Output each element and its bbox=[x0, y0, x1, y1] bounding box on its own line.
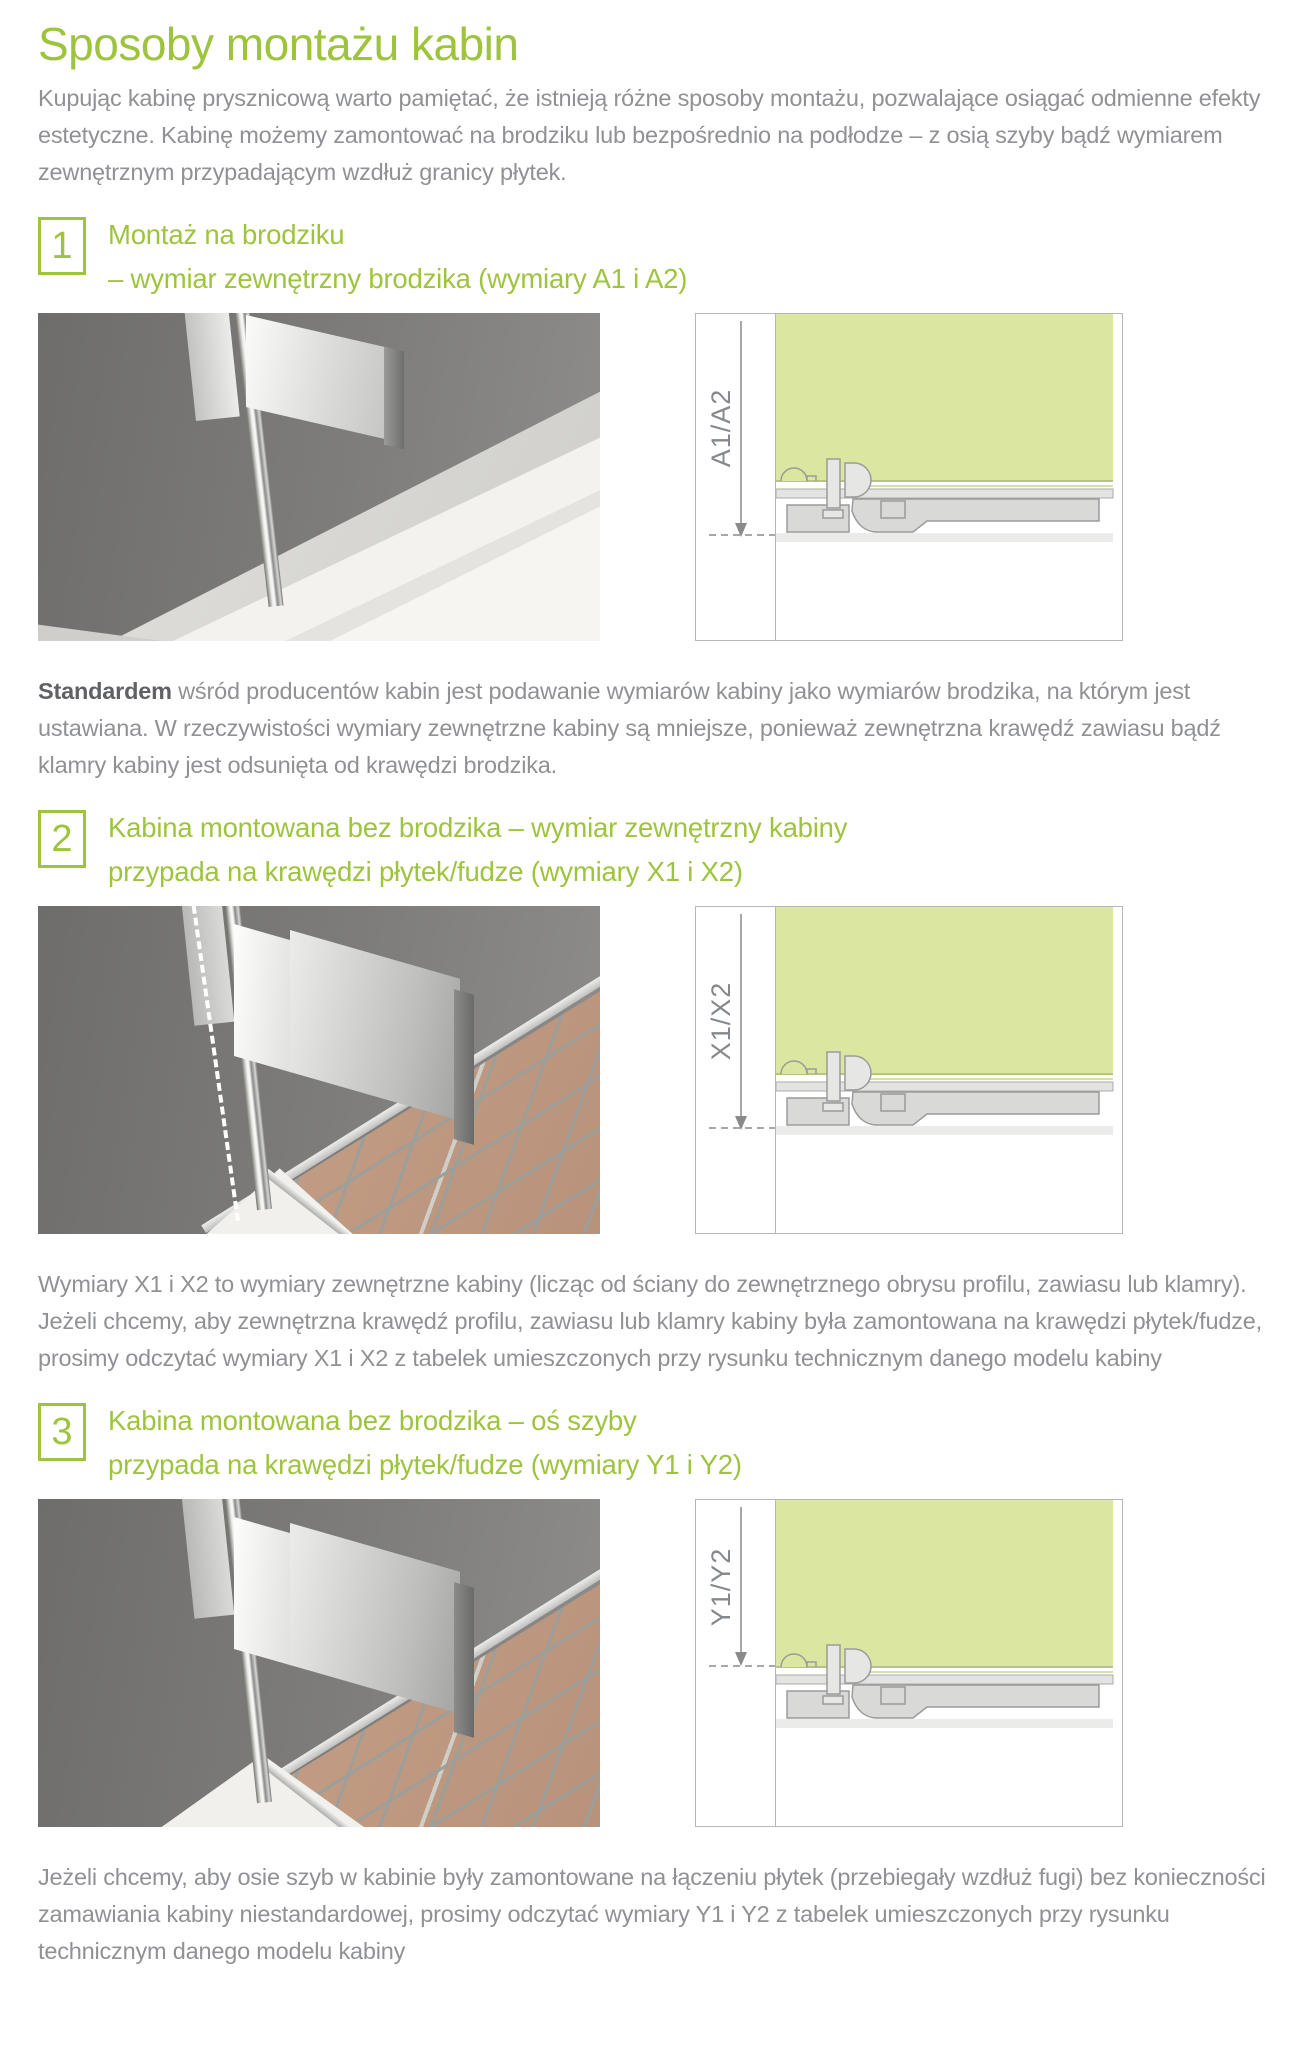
photo-hinge-on-tiled-floor-with-axis bbox=[38, 906, 600, 1234]
dimension-label: A1/A2 bbox=[706, 388, 737, 468]
diagram-a1-a2 bbox=[695, 313, 1123, 641]
wall-bracket bbox=[184, 313, 239, 421]
page-title: Sposoby montażu kabin bbox=[38, 18, 519, 70]
section-1-figures bbox=[38, 313, 1272, 641]
note-text: Wymiary X1 i X2 to wymiary zewnętrzne kabiny (licząc od ściany do zewnętrznego obrysu profilu, zawiasu lub klamry). Jeżeli chcemy, aby zewnętrzna krawędź profilu, zawiasu lub klamry kabiny była zamontowana na krawędzi płytek/fudze, prosimy odczytać wymiary X1 i X2 z tabelek umieszczonych przy rysunku technicznym danego modelu kabiny bbox=[38, 1271, 1262, 1371]
section-heading-line2: przypada na krawędzi płytek/fudze (wymiary X1 i X2) bbox=[108, 856, 743, 887]
section-note bbox=[38, 673, 1272, 784]
section-3-figures bbox=[38, 1499, 1272, 1827]
section-1-header bbox=[38, 213, 1272, 301]
section-2-header bbox=[38, 806, 1272, 894]
hinge-plate-near bbox=[234, 1517, 292, 1666]
section-heading-line1: Kabina montowana bez brodzika – wymiar zewnętrzny kabiny bbox=[108, 812, 848, 843]
diagram-x1-x2 bbox=[695, 906, 1123, 1234]
section-heading-line2: – wymiar zewnętrzny brodzika (wymiary A1 i A2) bbox=[108, 263, 688, 294]
section-number: 2 bbox=[51, 817, 73, 860]
section-heading bbox=[108, 806, 847, 894]
section-number: 3 bbox=[51, 1410, 73, 1453]
section-montaz-na-brodziku bbox=[38, 213, 1272, 784]
section-number: 1 bbox=[51, 224, 73, 267]
hinge-plate bbox=[246, 315, 388, 440]
glass-panel-area bbox=[776, 907, 1113, 1074]
section-note bbox=[38, 1266, 1272, 1377]
section-note bbox=[38, 1859, 1272, 1970]
cross-section-diagram bbox=[695, 313, 1123, 641]
hinge-plate-far bbox=[290, 930, 460, 1121]
dimension-label: X1/X2 bbox=[706, 981, 737, 1061]
section-bez-brodzika-os-szyby bbox=[38, 1399, 1272, 1970]
hinge-plate-near bbox=[234, 924, 292, 1073]
glass-panel-area bbox=[776, 1500, 1113, 1667]
section-heading bbox=[108, 1399, 742, 1487]
hinge-plate-far bbox=[290, 1523, 460, 1714]
section-number-badge bbox=[38, 810, 86, 868]
section-heading-line1: Montaż na brodziku bbox=[108, 219, 345, 250]
hinge-plate-edge bbox=[454, 989, 474, 1145]
note-text: wśród producentów kabin jest podawanie wymiarów kabiny jako wymiarów brodzika, na którym jest ustawiana. W rzeczywistości wymiary zewnętrzne kabiny są mniejsze, ponieważ zewnętrzna krawędź zawiasu bądź klamry kabiny jest odsunięta od krawędzi brodzika. bbox=[38, 678, 1221, 778]
diagram-y1-y2 bbox=[695, 1499, 1123, 1827]
note-text: Jeżeli chcemy, aby osie szyb w kabinie były zamontowane na łączeniu płytek (przebiegały wzdłuż fugi) bez konieczności zamawiania kabiny niestandardowej, prosimy odczytać wymiary Y1 i Y2 z tabelek umieszczonych przy rysunku technicznym danego modelu kabiny bbox=[38, 1864, 1266, 1964]
section-3-header bbox=[38, 1399, 1272, 1487]
section-bez-brodzika-wymiar-zewnetrzny bbox=[38, 806, 1272, 1377]
section-heading-line2: przypada na krawędzi płytek/fudze (wymiary Y1 i Y2) bbox=[108, 1449, 742, 1480]
hinge-plate-edge bbox=[454, 1582, 474, 1738]
section-number-badge bbox=[38, 1403, 86, 1461]
intro-paragraph: Kupując kabinę prysznicową warto pamiętać, że istnieją różne sposoby montażu, pozwalające osiągać odmienne efekty estetyczne. Kabinę możemy zamontować na brodziku lub bezpośrednio na podłodze – z osią szyby bądź wymiarem zewnętrznym przypadającym wzdłuż granicy płytek. bbox=[38, 85, 1261, 185]
section-heading bbox=[108, 213, 687, 301]
section-number-badge bbox=[38, 217, 86, 275]
glass-panel-area bbox=[776, 314, 1113, 481]
cross-section-diagram bbox=[695, 906, 1123, 1234]
note-bold-lead: Standardem bbox=[38, 678, 172, 704]
section-heading-line1: Kabina montowana bez brodzika – oś szyby bbox=[108, 1405, 637, 1436]
photo-hinge-on-tiled-floor bbox=[38, 1499, 600, 1827]
section-2-figures bbox=[38, 906, 1272, 1234]
photo-hinge-on-shower-tray bbox=[38, 313, 600, 641]
hinge-plate-edge bbox=[384, 347, 404, 450]
cross-section-diagram bbox=[695, 1499, 1123, 1827]
dimension-label: Y1/Y2 bbox=[706, 1547, 737, 1627]
